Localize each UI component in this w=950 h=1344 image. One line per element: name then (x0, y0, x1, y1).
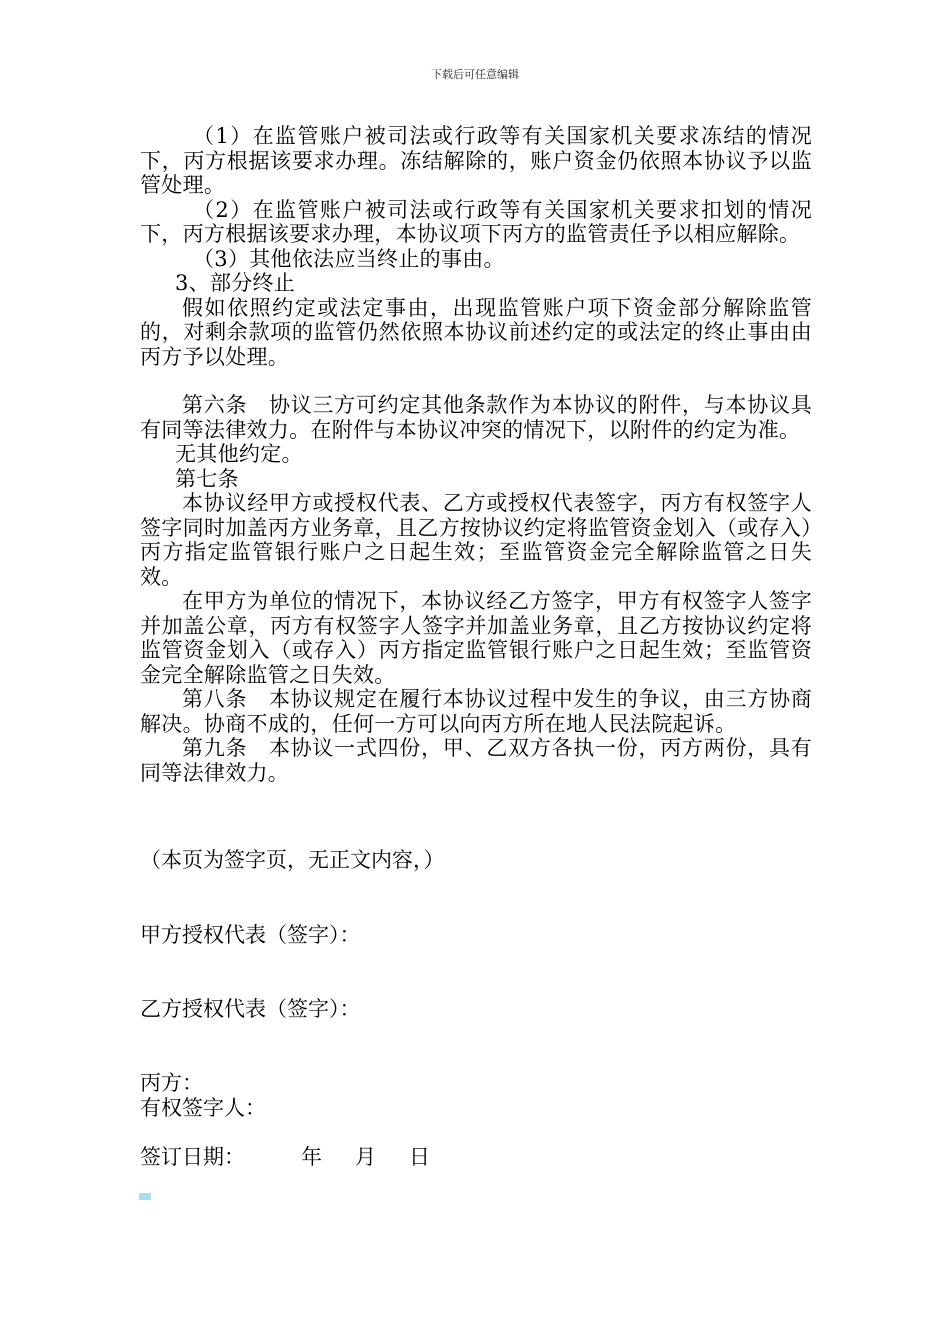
signing-date-line (140, 1145, 430, 1170)
page-header-note: 下载后可任意编辑 (431, 68, 519, 81)
article-8: 第八条 本协议规定在履行本协议过程中发生的争议，由三方协商解决。协商不成的，任何一方可以向丙方所在地人民法院起诉。 (140, 687, 812, 736)
date-month: 月 (355, 1145, 376, 1169)
no-other-agreement: 无其他约定。 (175, 442, 303, 466)
party-b-signature-line: 乙方授权代表（签字）： (140, 997, 361, 1021)
party-c-signer-line: 有权签字人： (140, 1096, 266, 1120)
party-a-signature-line: 甲方授权代表（签字）： (140, 923, 361, 947)
party-c-label: 丙方： (140, 1071, 203, 1095)
clause-item-1: （1）在监管账户被司法或行政等有关国家机关要求冻结的情况下，丙方根据该要求办理。冻结解除的，账户资金仍依照本协议予以监管处理。 (140, 124, 812, 197)
partial-termination-text: 假如依照约定或法定事由，出现监管账户项下资金部分解除监管的，对剩余款项的监管仍然依照本协议前述约定的或法定的终止事由由丙方予以处理。 (140, 295, 812, 369)
date-day: 日 (409, 1145, 430, 1169)
clause-item-2: （2）在监管账户被司法或行政等有关国家机关要求扣划的情况下，丙方根据该要求办理，本协议项下丙方的监管责任予以相应解除。 (140, 197, 812, 246)
blue-marker (139, 1193, 151, 1200)
clause-item-3: （3）其他依法应当终止的事由。 (193, 246, 505, 271)
date-year: 年 (301, 1145, 322, 1169)
date-label: 签订日期： (140, 1145, 245, 1169)
article-7-heading: 第七条 (175, 466, 239, 491)
article-7-text-1: 本协议经甲方或授权代表、乙方或授权代表签字，丙方有权签字人签字同时加盖丙方业务章，且乙方按协议约定将监管资金划入（或存入）丙方指定监管银行账户之日起生效；至监管资金完全解除监管之日失效。 (140, 491, 812, 589)
article-6: 第六条 协议三方可约定其他条款作为本协议的附件，与本协议具有同等法律效力。在附件与本协议冲突的情况下，以附件的约定为准。 (140, 393, 812, 442)
signature-page-note: （本页为签字页，无正文内容，） (140, 848, 445, 872)
section-heading-partial-termination: 3、部分终止 (175, 271, 296, 295)
document-body (140, 124, 812, 785)
article-9: 第九条 本协议一式四份，甲、乙双方各执一份，丙方两份，具有同等法律效力。 (140, 736, 812, 785)
article-7-text-2: 在甲方为单位的情况下，本协议经乙方签字，甲方有权签字人签字并加盖公章，丙方有权签字人签字并加盖业务章，且乙方按协议约定将监管资金划入（或存入）丙方指定监管银行账户之日起生效；至监管资金完全解除监管之日失效。 (140, 589, 812, 687)
